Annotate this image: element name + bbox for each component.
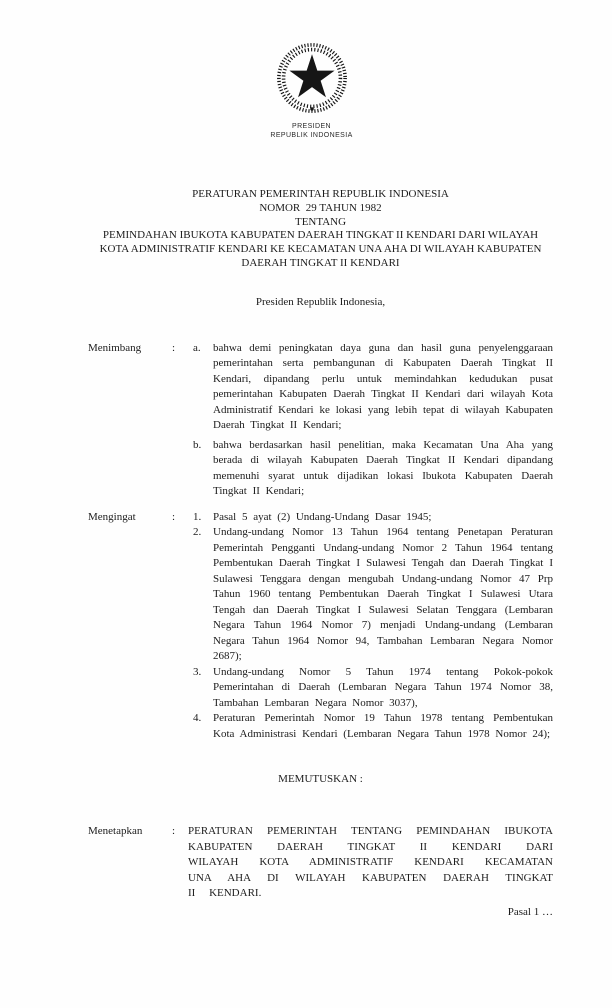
item-text: bahwa demi peningkatan daya guna dan hasil guna penyelenggaraan pemerintahan serta pembangunan di Kabupaten Daerah Tingkat II Kendari, dipandang perlu untuk memindahkan kedudukan pusat pemerintahan Kabupaten Daerah Tingkat II Kendari dari wilayah Kota Administratif Kendari ke lokasi yang lebih tepat di wilayah Kabupaten Daerah Tingkat II Kendari;	[213, 341, 553, 432]
salutation: Presiden Republik Indonesia,	[255, 295, 386, 308]
item-marker: a.	[193, 341, 201, 354]
mengingat-colon: :	[172, 510, 176, 523]
item-marker: 2.	[193, 526, 202, 539]
title-regulation-name: PERATURAN PEMERINTAH REPUBLIK INDONESIA	[192, 188, 449, 200]
catchword-pasal-1: Pasal 1 …	[507, 905, 553, 918]
decision-heading: MEMUTUSKAN :	[278, 773, 363, 786]
section-mengingat	[88, 510, 553, 743]
title-tentang: TENTANG	[294, 215, 347, 228]
item-marker: 1.	[193, 510, 202, 523]
title-number-year: NOMOR 29 TAHUN 1982	[259, 201, 382, 214]
item-text: Peraturan Pemerintah Nomor 19 Tahun 1978 tentang Pembentukan Kota Administrasi Kendari (Lembaran Negara Tahun 1978 Nomor 24);	[213, 712, 553, 740]
item-text: Undang-undang Nomor 13 Tahun 1964 tentang Penetapan Peraturan Pemerintah Pengganti Undang-undang Nomor 2 Tahun 1964 tentang Pembentukan Daerah Tingkat I Sulawesi Tengah dan Daerah Tingkat I Sulawesi Tenggara dengan mengubah Undang-undang Nomor 47 Prp Tahun 1960 tentang Pembentukan Daerah Tingkat I Sulawesi Utara Tengah dan Daerah Tingkat I Sulawesi Selatan Tenggara (Lembaran Negara Tahun 1964 Nomor 7) menjadi Undang-undang (Lembaran Negara Tahun 1964 Nomor 94, Tambahan Lembaran Negara Nomor 2687);	[213, 526, 553, 663]
mengingat-item-4	[193, 711, 553, 742]
menimbang-item-b	[193, 438, 553, 500]
mengingat-label: Mengingat	[88, 510, 136, 523]
letterhead	[88, 42, 553, 140]
letterhead-republik-indonesia: REPUBLIK INDONESIA	[270, 132, 353, 139]
item-text: Undang-undang Nomor 5 Tahun 1974 tentang Pokok-pokok Pemerintahan di Daerah (Lembaran Negara Tahun 1974 Nomor 38, Tambahan Lembaran Negara Nomor 3037),	[213, 665, 553, 709]
section-menimbang	[88, 341, 553, 500]
item-marker: 4.	[193, 712, 202, 725]
section-menetapkan	[88, 824, 553, 902]
title-subject: PEMINDAHAN IBUKOTA KABUPATEN DAERAH TINGKAT II KENDARI DARI WILAYAH KOTA ADMINISTRATIF KENDARI KE KECAMATAN UNA AHA DI WILAYAH KABUPATEN DAERAH TINGKAT II KENDARI	[99, 229, 545, 269]
mengingat-item-1	[193, 510, 553, 526]
item-text: Pasal 5 ayat (2) Undang-Undang Dasar 1945;	[213, 510, 432, 523]
menimbang-item-a	[193, 341, 553, 434]
mengingat-item-2	[193, 525, 553, 665]
item-text: bahwa berdasarkan hasil penelitian, maka Kecamatan Una Aha yang berada di wilayah Kabupaten Daerah Tingkat II Kendari dipandang memenuhi syarat untuk dijadikan lokasi Ibukota Kabupaten Daerah Tingkat II Kendari;	[213, 438, 553, 498]
star-wreath-emblem-icon	[276, 42, 348, 114]
mengingat-items	[193, 510, 553, 743]
item-marker: 3.	[193, 665, 202, 678]
title-block	[88, 188, 553, 271]
menetapkan-text: PERATURAN PEMERINTAH TENTANG PEMINDAHAN IBUKOTA KABUPATEN DAERAH TINGKAT II KENDARI DARI WILAYAH KOTA ADMINISTRATIF KENDARI KECAMATAN UNA AHA DI WILAYAH KABUPATEN DAERAH TINGKAT II KENDARI.	[188, 825, 553, 900]
mengingat-item-3	[193, 665, 553, 712]
item-marker: b.	[193, 438, 202, 451]
menimbang-colon: :	[172, 341, 176, 354]
menetapkan-colon: :	[172, 825, 176, 838]
menimbang-label: Menimbang	[88, 341, 142, 354]
menimbang-items	[193, 341, 553, 500]
letterhead-presiden: PRESIDEN	[292, 123, 331, 130]
menetapkan-label: Menetapkan	[88, 825, 143, 838]
document-body	[88, 341, 553, 920]
